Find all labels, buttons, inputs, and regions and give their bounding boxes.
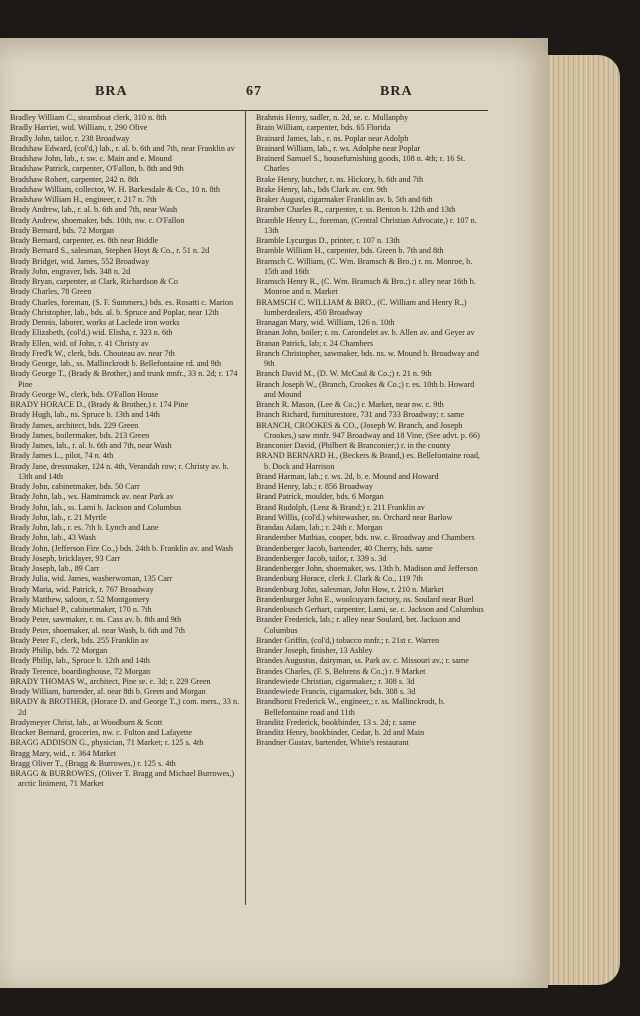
directory-entry: Branch David M., (D. W. McCaul & Co.;) r. 21 n. 9th — [256, 369, 432, 379]
directory-entry: Brady Michael P., cabinetmaker, 170 n. 7th — [10, 605, 152, 614]
directory-entry: Brady Bernard, carpenter, es. 8th near Biddle — [10, 236, 159, 245]
directory-entry: Branan John, boiler; r. ns. Carondelet av. b. Allen av. and Geyer av — [256, 328, 475, 338]
directory-entry: Brand Patrick, moulder, bds. 6 Morgan — [256, 492, 384, 502]
directory-entry: Bragg Mary, wid., r. 364 Market — [10, 748, 117, 758]
directory-entry: Brady Andrew, shoemaker, bds. 10th, nw. c. O'Fallon — [10, 215, 185, 225]
header-rule — [10, 110, 488, 111]
header-right-label: BRA — [380, 84, 413, 99]
directory-entry: Brady John, lab., r. 21 Myrtle — [10, 512, 107, 522]
page-number: 67 — [246, 84, 262, 99]
directory-entry: Brandenberger Jacob, tailor, r. 339 s. 3d — [256, 553, 387, 563]
directory-entry: Brady John, lab., ss. Lami b. Jackson and Columbus — [10, 502, 182, 512]
directory-entry: Brandenberger John, shoemaker, ws. 13th b. Madison and Jefferson — [256, 564, 478, 573]
page-header — [0, 84, 548, 106]
directory-entry: Bramsch Henry R., (C. Wm. Bramsch & Bro.;) r. alley near 16th b. Monroe and n. Market — [256, 277, 476, 297]
directory-entry: Brady Jane, dressmaker, 124 n. 4th, Verandah row; r. Christy av. b. 13th and 14th — [10, 461, 229, 481]
directory-entry: Brady Christopher, lab., bds. al. b. Spruce and Poplar, near 12th — [10, 307, 219, 317]
directory-entry: Brandhorst Frederick W., engineer,; r. ss. Mallinckrodt, b. Bellefontaine road and 11th — [256, 697, 445, 717]
directory-entry: Bragg Oliver T., (Bragg & Burrowes,) r. 125 s. 4th — [10, 758, 176, 768]
directory-entry: Brander Joseph, finisher, 13 Ashley — [256, 646, 373, 655]
directory-entry: Brand Rudolph, (Lenz & Brand;) r. 211 Franklin av — [256, 502, 425, 512]
directory-entry: Branditz Henry, bookbinder, Cedar, b. 2d and Main — [256, 728, 425, 737]
directory-entry: Branditz Frederick, bookbinder, 13 s. 2d; r. same — [256, 717, 416, 727]
directory-entry: Braker August, cigarmaker Franklin av. b. 5th and 6th — [256, 195, 433, 204]
directory-entry: Brandes Charles, (F. S. Behrens & Co.;) r. 9 Market — [256, 666, 426, 676]
directory-entry: Bradymeyer Christ, lab., at Woodburn & Scott — [10, 717, 163, 727]
directory-entry: Bradshaw William, collector, W. H. Barkesdale & Co., 10 n. 8th — [10, 184, 220, 194]
column-divider — [245, 110, 246, 905]
directory-entry: Brand Willis, (col'd.) whitewasher, ns. Orchard near Barlow — [256, 512, 453, 522]
directory-entry: Brady Fred'k W., clerk, bds. Chouteau av. near 7th — [10, 348, 175, 358]
directory-entry: Brady Philip, lab., Spruce b. 12th and 14th — [10, 656, 150, 666]
directory-entry: Brady Peter, shoemaker, al. near Wash, b. 6th and 7th — [10, 625, 185, 635]
directory-entry: Brandewiede Christian, cigarmaker,; r. 308 s. 3d — [256, 676, 415, 686]
directory-entry: Brady George, lab., ss. Mallinckrodt b. Bellefontaine rd. and 9th — [10, 359, 222, 368]
directory-entry: Brandenburger John E., woolcuyarn factory, ns. Soulard near Buel — [256, 594, 474, 604]
directory-entry: Brady Philip, bds. 72 Morgan — [10, 646, 108, 655]
directory-entry: Brady Peter, sawmaker, r. ns. Cass av. b. 8th and 9th — [10, 615, 182, 625]
directory-entry: Brandewiede Francis, cigarmaker, bds. 308 s. 3d — [256, 687, 416, 696]
directory-entry: Brake Henry, lab., bds Clark av. cor. 9th — [256, 184, 388, 194]
directory-entry: Brady John, engraver, bds. 348 n. 2d — [10, 266, 131, 276]
directory-entry: Brandau Adam, lab.; r. 24th c. Morgan — [256, 523, 383, 532]
directory-entry: Branch Christopher, sawmaker, bds. ns. w. Mound b. Broadway and 9th — [256, 348, 479, 368]
directory-entry: Brady Charles, 78 Green — [10, 287, 92, 297]
directory-entry: Bramsch C. William, (C. Wm. Bramsch & Bro.;) r. ns. Monroe, b. 15th and 16th — [256, 256, 473, 276]
directory-entry: Brady John, lab., ws. Hamtramck av. near Park av — [10, 492, 174, 502]
directory-entry: Brady Joseph, bricklayer, 93 Carr — [10, 553, 121, 563]
directory-entry: Branagan Mary, wid. William, 126 n. 10th — [256, 318, 395, 327]
directory-entry: Brandner Gustav, bartender, White's restaurant — [256, 738, 409, 748]
directory-entry: BRAGG ADDISON G., physician, 71 Market; r. 125 s. 4th — [10, 738, 204, 748]
directory-entry: Brady Joseph, lab., 89 Carr — [10, 564, 100, 573]
directory-entry: Brady Dennis, laborer, works at Laclede iron works — [10, 318, 180, 327]
directory-entry: Bracker Bernard, groceries, nw. c. Fulton and Lafayette — [10, 728, 193, 737]
directory-entry: Branconier David, (Philbert & Branconier;) r. in the county — [256, 441, 451, 450]
directory-entry: BRAMSCH C. WILLIAM & BRO., (C. William and Henry R.,) lumberdealers, 450 Broadway — [256, 297, 467, 317]
directory-entry: Brake Henry, butcher, r. ns. Hickory, b. 6th and 7th — [256, 174, 424, 184]
directory-entry: Brady Bernard S., salesman, Stephen Hoyt & Co., r. 51 n. 2d — [10, 246, 210, 256]
directory-entry: Brady Terence, boardinghouse, 72 Morgan — [10, 666, 151, 676]
directory-entry: Brandenbusch Gerhart, carpenter, Lami, se. c. Jackson and Columbus — [256, 605, 484, 614]
directory-entry: Brady James, architect, bds. 229 Green — [10, 420, 139, 430]
directory-entry: Bradly John, tailor, r. 238 Broadway — [10, 133, 130, 143]
directory-entry: Brady John, cabinetmaker, bds. 50 Carr — [10, 482, 140, 491]
directory-entry: Brady John, (Jefferson Fire Co.,) bds. 24th b. Franklin av. and Wash — [10, 543, 233, 553]
directory-entry: Brandes Augustus, dairyman, ss. Park av. c. Missouri av.; r. same — [256, 656, 469, 666]
directory-entry: Bradshaw Edward, (col'd,) lab., r. al. b. 6th and 7th, near Franklin av — [10, 143, 235, 153]
directory-entry: Bradshaw Patrick, carpenter, O'Fallon, b. 8th and 9th — [10, 164, 184, 174]
book-page-edges — [540, 55, 620, 985]
directory-entry: Brain William, carpenter, bds. 65 Florida — [256, 123, 391, 133]
directory-entry: BRADY HORACE D., (Brady & Brother,) r. 174 Pine — [10, 400, 189, 409]
directory-entry: Bramble Henry L., foreman, (Central Christian Advocate,) r. 107 n. 13th — [256, 215, 477, 235]
directory-entry: Brady Matthew, saloon, r. 52 Montgomery — [10, 594, 150, 604]
directory-entry: Brady Bridget, wid. James, 552 Broadway — [10, 256, 150, 266]
directory-entry: Brady William, bartender, al. near 8th b. Green and Morgan — [10, 687, 206, 696]
directory-entry: Brandenberger Jacob, bartender, 40 Cherry, bds. same — [256, 543, 433, 553]
directory-entry: Brady Hugh, lab., ns. Spruce b. 13th and 14th — [10, 410, 160, 420]
right-column — [256, 113, 488, 749]
header-left-label: BRA — [95, 84, 128, 99]
directory-entry: Bradshaw Robert, carpenter, 242 n. 8th — [10, 174, 139, 184]
directory-entry: Brady George W., clerk, bds. O'Fallon House — [10, 389, 159, 399]
directory-entry: BRAND BERNARD H., (Beckers & Brand,) es. Bellefontaine road, b. Dock and Harrison — [256, 451, 480, 471]
directory-entry: Branch Richard, furniturestore, 731 and 733 Broadway; r. same — [256, 410, 465, 420]
directory-entry: Brady Maria, wid. Patrick, r. 767 Broadway — [10, 584, 154, 594]
directory-entry: Bradshaw John, lab., r. sw. c. Main and e. Mound — [10, 154, 172, 163]
directory-entry: Brady Bernard, bds. 72 Morgan — [10, 225, 114, 235]
directory-entry: Brainard William, lab., r. ws. Adolphe near Poplar — [256, 143, 421, 153]
directory-entry: BRADY THOMAS W., architect, Pine se. c. 3d; r. 229 Green — [10, 676, 211, 686]
directory-entry: Branch R. Mason, (Lee & Co.;) r. Market, near nw. c. 9th — [256, 400, 444, 409]
directory-entry: Brady Charles, foreman, (S. F. Summers,) bds. es. Rosatti c. Marion — [10, 297, 234, 307]
directory-entry: Branch Joseph W., (Branch, Crookes & Co.;) r. es. 10th b. Howard and Mound — [256, 379, 475, 399]
directory-entry: Brady Ellen, wid. of John, r. 41 Christy av — [10, 338, 149, 348]
directory-entry: Brady John, lab., 43 Wash — [10, 533, 96, 543]
directory-entry: Brady Peter F., clerk, bds. 255 Franklin av — [10, 635, 149, 645]
directory-entry: Brainerd Samuel S., housefurnishing goods, 108 n. 4th; r. 16 St. Charles — [256, 154, 466, 174]
directory-entry: Brady George T., (Brady & Brother,) and trunk mnfr., 33 n. 2d; r. 174 Pine — [10, 369, 238, 389]
left-column — [10, 113, 242, 790]
directory-entry: Bradshaw William H., engineer, r. 217 n. 7th — [10, 195, 157, 204]
directory-entry: Bramber Charles R., carpenter, r. ss. Benton b. 12th and 13th — [256, 205, 456, 215]
directory-entry: Branan Patrick, lab; r. 24 Chambers — [256, 338, 374, 348]
directory-entry: Brady Elizabeth, (col'd,) wid. Elisha, r. 323 n. 6th — [10, 328, 173, 338]
directory-entry: BRANCH, CROOKES & CO., (Joseph W. Branch, and Joseph Crookes,) saw mnfr. 947 Broadway and 18 Vine, (See advt. p. 66) — [256, 420, 480, 440]
directory-entry: Brady Bryan, carpenter, at Clark, Richardson & Co — [10, 277, 178, 286]
directory-entry: BRAGG & BURROWES, (Oliver T. Bragg and Michael Burrowes,) arctic liniment, 71 Market — [10, 769, 235, 789]
directory-entry: Brady James, boilermaker, bds. 213 Green — [10, 430, 150, 440]
directory-entry: Brander Frederick, lab.; r. alley near Soulard, bet. Jackson and Columbus — [256, 615, 461, 635]
directory-entry: Bradley William C., steamboat clerk, 310 n. 8th — [10, 113, 167, 122]
directory-entry: Brandember Mathias, cooper, bds. nw. c. Broadway and Chambers — [256, 533, 475, 543]
directory-entry: Brady John, lab., r. es. 7th b. Lynch and Lane — [10, 523, 159, 532]
directory-entry: Brander Griffin, (col'd,) tobacco mnfr.; r. 21st c. Warren — [256, 635, 440, 645]
directory-entry: Brandenburg Horace, clerk J. Clark & Co., 119 7th — [256, 574, 423, 584]
directory-entry: Bradly Harriet, wid. William, r. 290 Olive — [10, 123, 148, 133]
directory-entry: Brahmis Henry, sadler, n. 2d, se. c. Mullanphy — [256, 113, 409, 122]
directory-entry: BRADY & BROTHER, (Horace D. and George T.,) com. mers., 33 n. 2d — [10, 697, 240, 717]
directory-entry: Brand Harman, lab.; r. ws. 2d, b. e. Mound and Howard — [256, 471, 439, 481]
directory-entry: Bramble Lycurgus D., printer, r. 107 n. 13th — [256, 236, 400, 245]
directory-entry: Brady James, lab., r. al. b. 6th and 7th, near Wash — [10, 441, 172, 450]
directory-entry: Brainard James, lab., r. ns. Poplar near Adolph — [256, 133, 409, 143]
directory-entry: Brady James L., pilot, 74 n. 4th — [10, 451, 114, 461]
directory-entry: Brady Julia, wid. James, washerwoman, 135 Carr — [10, 574, 173, 584]
directory-entry: Brandenburg John, salesman, John How, r. 210 n. Market — [256, 584, 444, 594]
directory-entry: Bramble William H., carpenter, bds. Green b. 7th and 8th — [256, 246, 444, 256]
directory-entry: Brand Henry, lab.; r. 856 Broadway — [256, 482, 373, 491]
directory-entry: Brady Andrew, lab., r. al. b. 6th and 7th, near Wash — [10, 205, 178, 215]
